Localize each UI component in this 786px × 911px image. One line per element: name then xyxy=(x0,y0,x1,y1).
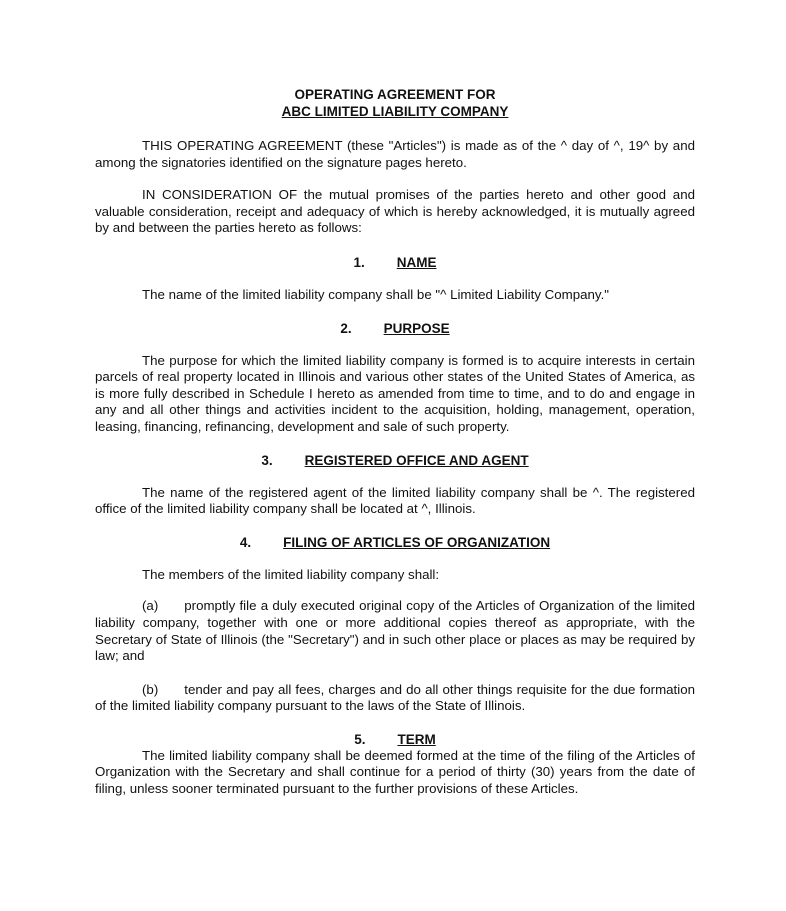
section-title: REGISTERED OFFICE AND AGENT xyxy=(304,452,529,468)
section-2-heading xyxy=(95,320,695,337)
section-4-heading xyxy=(95,534,695,551)
section-number: 5. xyxy=(354,731,366,747)
section-title: PURPOSE xyxy=(383,320,450,336)
document-subtitle xyxy=(95,103,695,120)
list-marker: (b) xyxy=(142,681,159,697)
section-1-heading xyxy=(95,254,695,271)
list-marker: (a) xyxy=(142,598,159,614)
section-3-body: The name of the registered agent of the limited liability company shall be ^. The registered office of the limited liability company shall be located at ^, Illinois. xyxy=(95,484,695,517)
section-number: 1. xyxy=(353,254,365,270)
document-body xyxy=(95,86,695,798)
section-2-body: The purpose for which the limited liability company is formed is to acquire interests in certain parcels of real property located in Illinois and various other states of the United States of America, as is more fully described in Schedule I hereto as amended from time to time, and to do and engage in any and all other things and activities incident to the acquisition, holding, management, operation, leasing, financing, refinancing, development and sale of such property. xyxy=(95,352,695,434)
intro-paragraph: THIS OPERATING AGREEMENT (these "Articles") is made as of the ^ day of ^, 19^ by and among the signatories identified on the signature pages hereto. xyxy=(95,138,695,170)
section-number: 3. xyxy=(261,452,273,468)
section-title: NAME xyxy=(396,254,437,270)
list-item-b xyxy=(95,682,695,715)
section-4-body: The members of the limited liability company shall: xyxy=(142,566,440,582)
section-5-body: The limited liability company shall be deemed formed at the time of the filing of the Articles of Organization with the Secretary and shall continue for a period of thirty (30) years from the date of filing, unless sooner terminated pursuant to the further provisions of these Articles. xyxy=(95,747,695,797)
section-1-body: The name of the limited liability company shall be "^ Limited Liability Company." xyxy=(142,286,610,302)
document-title: OPERATING AGREEMENT FOR xyxy=(294,87,496,102)
list-item-a xyxy=(95,598,695,664)
list-item-text: tender and pay all fees, charges and do all other things requisite for the due formation of the limited liability company pursuant to the laws of the State of Illinois. xyxy=(95,681,695,714)
section-title: FILING OF ARTICLES OF ORGANIZATION xyxy=(283,534,551,550)
section-number: 2. xyxy=(340,320,352,336)
list-item-text: promptly file a duly executed original copy of the Articles of Organization of the limited liability company, together with one or more additional copies thereof as appropriate, with the Secretary of State of Illinois (the "Secretary") and in such other place or places as may be required by law; and xyxy=(95,598,695,664)
company-name: ABC LIMITED LIABILITY COMPANY xyxy=(281,104,509,119)
section-title: TERM xyxy=(397,731,436,747)
section-number: 4. xyxy=(239,534,252,550)
section-5-heading xyxy=(95,731,695,748)
section-3-heading xyxy=(95,452,695,469)
consideration-paragraph: IN CONSIDERATION OF the mutual promises of the parties hereto and other good and valuable consideration, receipt and adequacy of which is hereby acknowledged, it is mutually agreed by and between the parties hereto as follows: xyxy=(95,187,695,236)
